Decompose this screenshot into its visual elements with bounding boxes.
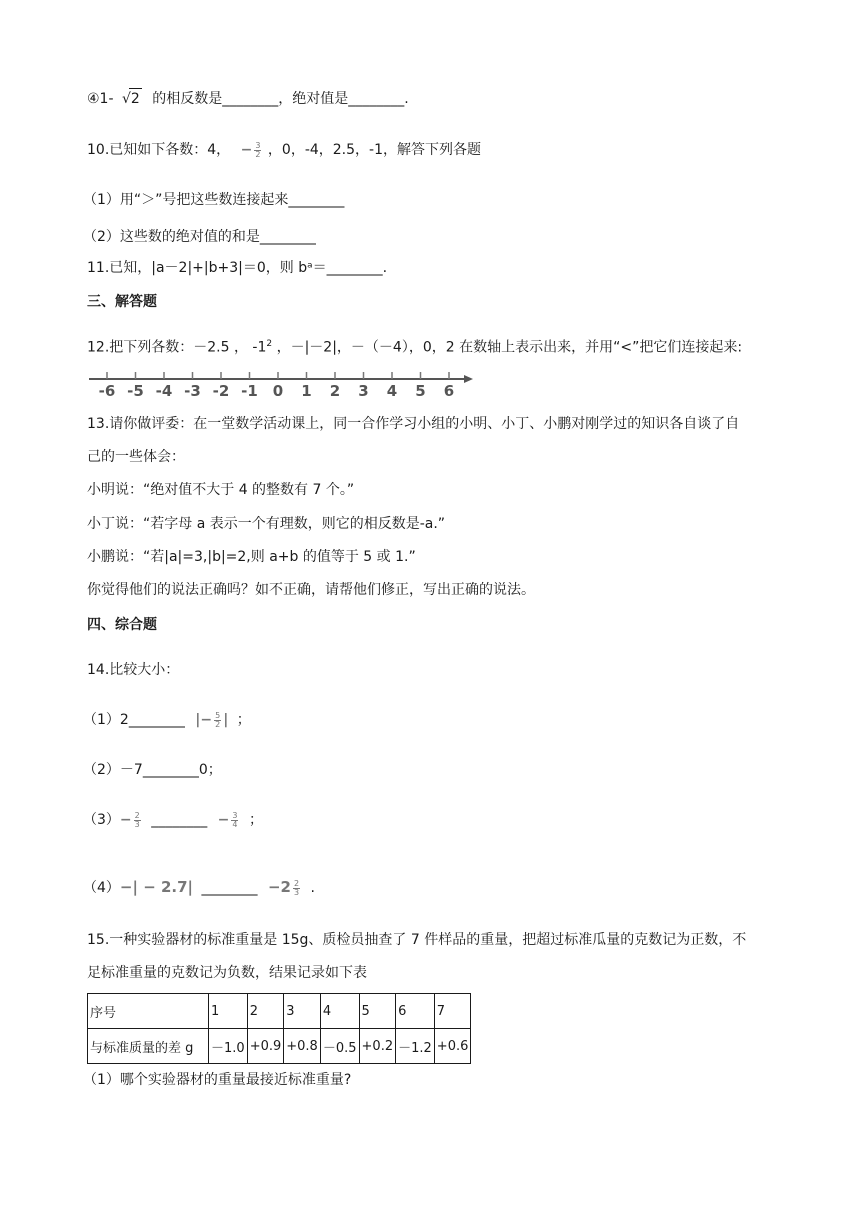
number-line-ticks bbox=[99, 372, 455, 398]
q14-s3-blank: ________ bbox=[151, 812, 208, 828]
q10-sub-2: （2）这些数的绝对值的和是________ bbox=[83, 229, 316, 245]
number-line-tick-label: 2 bbox=[329, 382, 341, 398]
section-4-heading: 四、综合题 bbox=[87, 617, 157, 633]
q14-s3-num-1: 2 bbox=[134, 810, 140, 820]
table-cell: －1.2 bbox=[396, 1029, 435, 1064]
table-cell: 5 bbox=[359, 994, 396, 1029]
number-line-arrow-icon bbox=[464, 375, 473, 383]
table-cell: +0.9 bbox=[247, 1029, 284, 1064]
number-line-tick-label: -1 bbox=[241, 382, 258, 398]
number-line-tick-label: 6 bbox=[443, 382, 455, 398]
table-cell: 1 bbox=[209, 994, 248, 1029]
table-cell: －1.0 bbox=[209, 1029, 248, 1064]
q10-stem-b: ，0，-4，2.5，-1，解答下列各题 bbox=[267, 142, 481, 158]
q14-s3-sign-1: − bbox=[119, 812, 132, 828]
q14-s4-den: 3 bbox=[293, 887, 300, 897]
q14-s3-fraction-2 bbox=[231, 812, 238, 829]
q14-s3-fraction-1 bbox=[134, 812, 141, 829]
q14-s1-end: ； bbox=[236, 712, 251, 728]
number-line-tick-label: -6 bbox=[98, 382, 116, 398]
number-line-tick-label: 1 bbox=[301, 382, 312, 398]
q14-s4-a: （4） bbox=[83, 880, 120, 896]
q14-s4-sign: −2 bbox=[267, 878, 291, 896]
question-11: 11.已知，|a－2|+|b+3|＝0，则 bᵃ＝________. bbox=[87, 260, 388, 276]
q14-s1-abs-left: |− bbox=[195, 712, 213, 728]
q14-s4-num: 2 bbox=[293, 878, 300, 888]
sqrt-symbol: √2 bbox=[122, 91, 142, 107]
table-cell: 4 bbox=[320, 994, 359, 1029]
q15-sub-1: （1）哪个实验器材的重量最接近标准重量? bbox=[83, 1072, 352, 1088]
q14-sub-2: （2）－7________0； bbox=[83, 762, 222, 778]
q9-text: 的相反数是________，绝对值是________. bbox=[152, 91, 409, 107]
table-cell: 6 bbox=[396, 994, 435, 1029]
q13-xiaoming: 小明说：“绝对值不大于 4 的整数有 7 个。” bbox=[87, 482, 355, 498]
table-cell: +0.8 bbox=[284, 1029, 321, 1064]
q14-s3-num-2: 3 bbox=[232, 810, 238, 820]
number-line-tick-label: -5 bbox=[127, 382, 144, 398]
q12-exponent: 2 bbox=[266, 339, 273, 349]
q14-s3-a: （3） bbox=[83, 812, 120, 828]
table-cell: 7 bbox=[434, 994, 471, 1029]
number-line-tick-label: 3 bbox=[358, 382, 369, 398]
q9-prefix: ④1- bbox=[87, 91, 114, 107]
q13-question: 你觉得他们的说法正确吗？如不正确，请帮他们修正，写出正确的说法。 bbox=[87, 582, 535, 598]
number-line-tick-label: 4 bbox=[386, 382, 398, 398]
table-cell: 序号 bbox=[88, 994, 209, 1029]
q10-sub-1: （1）用“＞”号把这些数连接起来________ bbox=[83, 192, 345, 208]
table-row bbox=[88, 994, 471, 1029]
question-10-stem bbox=[87, 140, 481, 160]
q14-sub-4 bbox=[83, 877, 315, 898]
number-line-tick-label: -2 bbox=[212, 382, 230, 398]
table-cell: 2 bbox=[247, 994, 284, 1029]
q13-line-1: 13.请你做评委：在一堂数学活动课上，同一合作学习小组的小明、小丁、小鹏对刚学过的知识各自谈了自 bbox=[87, 416, 740, 432]
table-cell: 与标准质量的差 g bbox=[88, 1029, 209, 1064]
q14-s4-expr-1: −| − 2.7| bbox=[119, 878, 194, 896]
section-3-heading: 三、解答题 bbox=[87, 294, 157, 310]
q14-s3-den-2: 4 bbox=[232, 819, 238, 829]
q10-stem-a: 10.已知如下各数：4， bbox=[87, 142, 231, 158]
table-cell: －0.5 bbox=[320, 1029, 359, 1064]
table-row bbox=[88, 1029, 471, 1064]
q14-s4-end: . bbox=[310, 880, 315, 896]
q14-s1-a: （1）2________ bbox=[83, 712, 185, 728]
q10-frac-den: 2 bbox=[255, 149, 261, 159]
number-line-tick-label: -4 bbox=[155, 382, 173, 398]
q14-s3-den-1: 3 bbox=[134, 819, 140, 829]
q15-line-2: 足标准重量的克数记为负数，结果记录如下表 bbox=[87, 965, 367, 981]
q15-line-1: 15.一种实验器材的标准重量是 15g、质检员抽查了 7 件样品的重量，把超过标准瓜量的克数记为正数，不 bbox=[87, 932, 747, 948]
question-12 bbox=[87, 334, 742, 358]
question-9-part-4 bbox=[87, 88, 409, 109]
q14-s3-sign-2: − bbox=[217, 812, 230, 828]
q14-s1-fraction bbox=[214, 712, 221, 729]
q14-s3-end: ； bbox=[248, 812, 263, 828]
q12-text-a: 12.把下列各数：－2.5 ， -1 bbox=[87, 339, 267, 356]
q12-text-b: ，－|－2|，－（－4），0，2 在数轴上表示出来，并用“<”把它们连接起来: bbox=[272, 339, 743, 356]
question-14-stem: 14.比较大小： bbox=[87, 662, 180, 678]
q14-s1-abs-right: | bbox=[223, 712, 229, 728]
q14-s1-num: 5 bbox=[215, 710, 221, 720]
number-line-tick-label: 5 bbox=[415, 382, 426, 398]
q10-frac-num: 3 bbox=[255, 140, 261, 150]
q13-xiaopeng: 小鹏说：“若|a|=3,|b|=2,则 a+b 的值等于 5 或 1.” bbox=[87, 549, 416, 565]
table-cell: +0.2 bbox=[359, 1029, 396, 1064]
q14-s4-fraction bbox=[293, 880, 300, 897]
q13-line-2: 己的一些体会： bbox=[87, 449, 185, 465]
number-line-tick-label: -3 bbox=[184, 382, 201, 398]
table-cell: 3 bbox=[284, 994, 321, 1029]
q14-sub-3 bbox=[83, 810, 263, 830]
sqrt-radicand: 2 bbox=[129, 88, 142, 109]
q14-s4-blank: ________ bbox=[201, 880, 258, 896]
q10-frac-sign: − bbox=[240, 142, 253, 158]
q13-xiaoding: 小丁说：“若字母 a 表示一个有理数，则它的相反数是-a.” bbox=[87, 516, 446, 532]
q10-fraction bbox=[254, 142, 261, 159]
table-cell: +0.6 bbox=[434, 1029, 471, 1064]
number-line-tick-label: 0 bbox=[272, 382, 284, 398]
q14-s1-den: 2 bbox=[215, 719, 221, 729]
weight-table bbox=[87, 993, 471, 1064]
number-line bbox=[87, 368, 473, 398]
q14-sub-1 bbox=[83, 710, 251, 730]
